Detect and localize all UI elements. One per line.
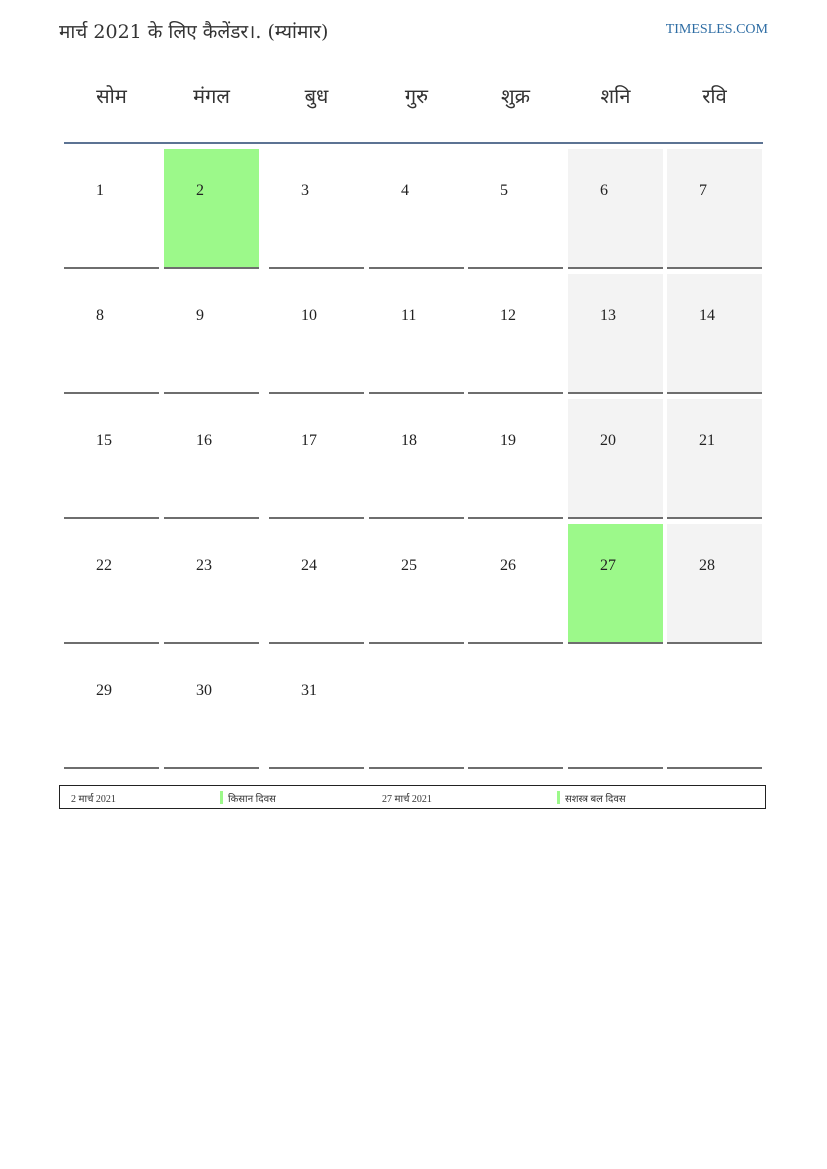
weekday-tue: मंगल [193,84,230,108]
day-number: 4 [401,182,409,199]
day-number: 10 [301,307,317,324]
day-cell-15[interactable] [64,399,159,519]
day-number: 15 [96,432,112,449]
day-number: 23 [196,557,212,574]
day-number: 3 [301,182,309,199]
legend-color-marker-1 [220,791,223,804]
day-cell-12[interactable] [468,274,563,394]
day-number: 9 [196,307,204,324]
header-divider [64,142,763,144]
day-cell-22[interactable] [64,524,159,644]
day-number: 28 [699,557,715,574]
day-cell-6[interactable] [568,149,663,269]
day-number: 11 [401,307,417,324]
legend-color-marker-2 [557,791,560,804]
day-number: 16 [196,432,212,449]
site-link[interactable]: TIMESLES.COM [665,22,768,37]
weekday-thu: गुरु [404,84,429,108]
empty-day-cell [568,649,663,769]
legend-date-1: 2 मार्च 2021 [71,794,116,805]
day-cell-20[interactable] [568,399,663,519]
legend-holiday-2: सशस्त्र बल दिवस [565,794,626,805]
legend-date-2: 27 मार्च 2021 [382,794,432,805]
day-cell-16[interactable] [164,399,259,519]
day-number: 17 [301,432,317,449]
legend-holiday-1: किसान दिवस [228,794,276,805]
day-number: 22 [96,557,112,574]
day-number: 25 [401,557,417,574]
weekday-mon: सोम [96,84,127,108]
day-cell-2[interactable] [164,149,259,269]
weekday-header-row [64,82,763,124]
day-number: 31 [301,682,317,699]
empty-day-cell [667,649,762,769]
day-cell-8[interactable] [64,274,159,394]
day-number: 8 [96,307,104,324]
weekday-fri: शुक्र [501,84,530,108]
day-cell-26[interactable] [468,524,563,644]
page-title: मार्च 2021 के लिए कैलेंडर।. (म्यांमार) [59,21,329,43]
day-cell-1[interactable] [64,149,159,269]
day-cell-19[interactable] [468,399,563,519]
weekday-sun: रवि [702,84,727,108]
weekday-wed: बुध [304,84,329,108]
day-number: 19 [500,432,516,449]
day-cell-5[interactable] [468,149,563,269]
day-number: 30 [196,682,212,699]
day-cell-27[interactable] [568,524,663,644]
day-cell-29[interactable] [64,649,159,769]
day-number: 5 [500,182,508,199]
day-cell-18[interactable] [369,399,464,519]
day-cell-9[interactable] [164,274,259,394]
day-number: 2 [196,182,204,199]
day-cell-31[interactable] [269,649,364,769]
day-number: 26 [500,557,516,574]
day-number: 7 [699,182,707,199]
day-number: 13 [600,307,616,324]
day-cell-23[interactable] [164,524,259,644]
day-cell-17[interactable] [269,399,364,519]
day-cell-4[interactable] [369,149,464,269]
day-cell-25[interactable] [369,524,464,644]
day-number: 1 [96,182,104,199]
day-cell-10[interactable] [269,274,364,394]
day-cell-30[interactable] [164,649,259,769]
empty-day-cell [468,649,563,769]
day-cell-28[interactable] [667,524,762,644]
day-number: 24 [301,557,317,574]
empty-day-cell [369,649,464,769]
day-number: 20 [600,432,616,449]
day-number: 18 [401,432,417,449]
day-cell-21[interactable] [667,399,762,519]
day-number: 29 [96,682,112,699]
day-cell-13[interactable] [568,274,663,394]
day-number: 12 [500,307,516,324]
day-number: 6 [600,182,608,199]
holiday-legend [59,785,766,809]
day-number: 27 [600,557,616,574]
day-number: 21 [699,432,715,449]
day-cell-3[interactable] [269,149,364,269]
day-cell-7[interactable] [667,149,762,269]
day-number: 14 [699,307,715,324]
weekday-sat: शनि [600,84,631,108]
day-cell-11[interactable] [369,274,464,394]
day-cell-24[interactable] [269,524,364,644]
day-cell-14[interactable] [667,274,762,394]
